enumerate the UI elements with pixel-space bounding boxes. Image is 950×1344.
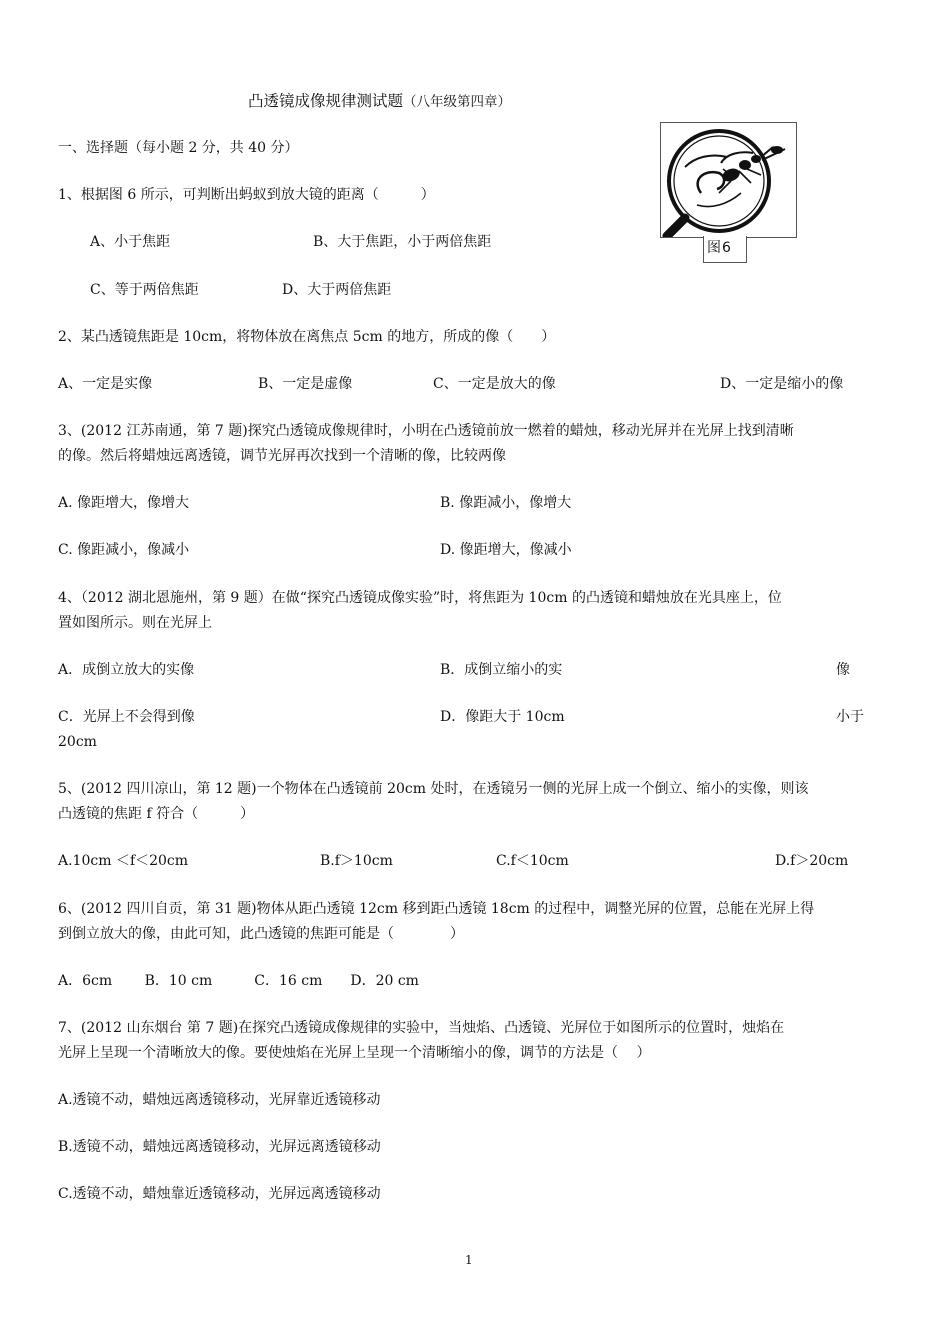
question-1-stem: 1、根据图 6 所示，可判断出蚂蚁到放大镜的距离（ ） xyxy=(58,187,435,203)
question-4-option-d: D．像距大于 10cm xyxy=(440,709,565,725)
question-5-line-2: 凸透镜的焦距 f 符合（ ） xyxy=(58,806,255,822)
question-1-option-c: C、等于两倍焦距 xyxy=(90,282,199,298)
question-4-line-1: 4、（2012 湖北恩施州，第 9 题）在做“探究凸透镜成像实验”时，将焦距为 10cm 的凸透镜和蜡烛放在光具座上，位 xyxy=(58,590,782,606)
question-2-option-a: A、一定是实像 xyxy=(58,376,153,392)
figure-6 xyxy=(660,122,797,238)
title-main: 凸透镜成像规律测试题 xyxy=(248,92,404,110)
question-2-option-d: D、一定是缩小的像 xyxy=(720,376,844,392)
question-7-line-2: 光屏上呈现一个清晰放大的像。要使烛焰在光屏上呈现一个清晰缩小的像，调节的方法是（ ） xyxy=(58,1045,651,1061)
question-4-option-d-tail: 小于 xyxy=(836,709,864,725)
question-2-option-b: B、一定是虚像 xyxy=(258,376,353,392)
question-7-option-a: A.透镜不动，蜡烛远离透镜移动，光屏靠近透镜移动 xyxy=(58,1092,381,1108)
question-4-option-b-tail: 像 xyxy=(836,662,850,678)
question-5-line-1: 5、(2012 四川凉山，第 12 题)一个物体在凸透镜前 20cm 处时，在透镜另一侧的光屏上成一个倒立、缩小的实像，则该 xyxy=(58,781,809,797)
question-3-option-c: C. 像距减小，像减小 xyxy=(58,542,190,558)
question-3-line-2: 的像。然后将蜡烛远离透镜，调节光屏再次找到一个清晰的像，比较两像 xyxy=(58,448,506,464)
title-subtitle: （八年级第四章） xyxy=(403,94,512,110)
question-3-option-b: B. 像距减小，像增大 xyxy=(440,495,572,511)
question-5-option-a: A.10cm ＜f＜20cm xyxy=(58,853,189,869)
question-1-option-b: B、大于焦距，小于两倍焦距 xyxy=(313,234,492,250)
question-5-option-b: B.f＞10cm xyxy=(320,853,393,869)
question-6-line-1: 6、(2012 四川自贡，第 31 题)物体从距凸透镜 12cm 移到距凸透镜 18cm 的过程中，调整光屏的位置，总能在光屏上得 xyxy=(58,901,815,917)
question-5-option-c: C.f＜10cm xyxy=(496,853,569,869)
question-4-option-c: C．光屏上不会得到像 xyxy=(58,709,195,725)
question-5-option-d: D.f＞20cm xyxy=(775,853,849,869)
question-4-option-a: A．成倒立放大的实像 xyxy=(58,662,195,678)
question-1-option-a: A、小于焦距 xyxy=(90,234,171,250)
question-2-option-c: C、一定是放大的像 xyxy=(433,376,556,392)
question-6-options: A．6cm B．10 cm C．16 cm D．20 cm xyxy=(58,973,419,989)
question-4-option-b: B．成倒立缩小的实 xyxy=(440,662,563,678)
figure-6-caption-text: 图6 xyxy=(707,240,732,256)
question-7-option-c: C.透镜不动，蜡烛靠近透镜移动，光屏远离透镜移动 xyxy=(58,1186,381,1202)
section-heading: 一、选择题（每小题 2 分，共 40 分） xyxy=(58,140,299,156)
question-3-option-a: A. 像距增大，像增大 xyxy=(58,495,190,511)
question-6-line-2: 到倒立放大的像，由此可知，此凸透镜的焦距可能是（ ） xyxy=(58,926,464,942)
question-7-option-b: B.透镜不动，蜡烛远离透镜移动，光屏远离透镜移动 xyxy=(58,1139,381,1155)
question-7-line-1: 7、(2012 山东烟台 第 7 题)在探究凸透镜成像规律的实验中，当烛焰、凸透镜、光屏位于如图所示的位置时，烛焰在 xyxy=(58,1020,785,1036)
question-4-option-d-wrap: 20cm xyxy=(58,734,97,750)
question-1-option-d: D、大于两倍焦距 xyxy=(282,282,392,298)
page-number: 1 xyxy=(465,1253,473,1267)
figure-6-caption xyxy=(703,236,747,263)
question-2-stem: 2、某凸透镜焦距是 10cm，将物体放在离焦点 5cm 的地方，所成的像（ ） xyxy=(58,329,556,345)
magnifier-ant-illustration xyxy=(661,123,796,237)
question-4-line-2: 置如图所示。则在光屏上 xyxy=(58,615,212,631)
page-title xyxy=(248,91,511,112)
question-3-option-d: D. 像距增大，像减小 xyxy=(440,542,572,558)
question-3-line-1: 3、(2012 江苏南通，第 7 题)探究凸透镜成像规律时，小明在凸透镜前放一燃着的蜡烛，移动光屏并在光屏上找到清晰 xyxy=(58,423,794,439)
